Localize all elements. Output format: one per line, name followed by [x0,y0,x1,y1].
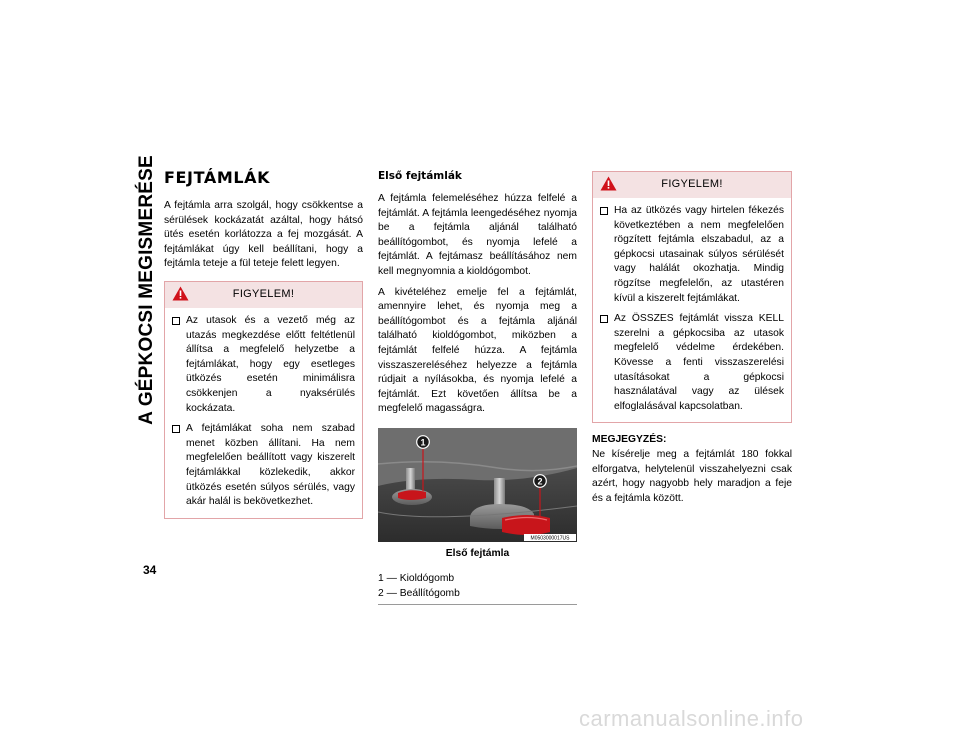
side-section-title [136,155,158,425]
subheading: Első fejtámlák [378,170,462,182]
column-2 [378,170,577,605]
warning-header [593,172,791,198]
callout-2-label: 2 [537,476,543,487]
warning-title: FIGYELEM! [661,178,723,190]
legend-item: 1 — Kioldógomb [378,572,455,584]
section-heading: FEJTÁMLÁK [164,168,271,187]
warning-item-text: Az utasok és a vezető még az utazás megkezdése előtt feltétlenül állítsa a megfelelő helyzetbe a fejtámlákat, hogy egy esetleges ütközés esetén minimálisra csökkenjen a nyaksérülés kockázata. [186,314,355,414]
callout-1-label: 1 [420,437,426,448]
warning-item-text: A fejtámlákat soha nem szabad menet közben állítani. Ha nem megfelelően beállított vagy kiszerelt fejtámlákkal közlekedik, akkor ütközés esetén súlyos sérülés, vagy akár halál is bekövetkezhet. [186,423,355,508]
checkbox-bullet-icon [600,207,608,215]
note-text: Ne kísérelje meg a fejtámlát 180 fokkal elforgatva, helytelenül visszahelyezni csak azért, hogy nagyobb hely maradjon a feje és a fejtámla között. [592,448,792,504]
warning-item-text: Az ÖSSZES fejtámlát vissza KELL szerelni a gépkocsiba az utasok megfelelő védelme érdekében. Kövesse a fenti visszaszerelési utasításokat a gépkocsi használatával vagy az ülések elfoglalásával kapcsolatban. [614,313,784,412]
warning-item [172,422,355,510]
warning-box-1 [164,281,363,519]
warning-box-2 [592,171,792,423]
watermark-text: carmanualsonline.info [579,706,804,731]
headrest-illustration [378,428,577,542]
column-1 [164,199,363,519]
headrest-figure [378,428,577,542]
warning-item [600,204,784,306]
note-heading: MEGJEGYZÉS: [592,434,667,446]
warning-item [172,314,355,416]
legend-item: 2 — Beállítógomb [378,587,460,599]
side-title-text: A GÉPKOCSI MEGISMERÉSE [136,155,157,425]
warning-item-text: Ha az ütközés vagy hirtelen fékezés következtében a nem megfelelően rögzített fejtámla elszabadul, az a gépkocsi utasainak súlyos sérülését vagy halálát okozhatja. Mindig rögzítse megfelelőn, az utastéren kívül a kiszerelt fejtámlákat. [614,205,784,304]
checkbox-bullet-icon [600,315,608,323]
page-number: 34 [143,563,157,577]
intro-paragraph: A fejtámla arra szolgál, hogy csökkentse a sérülések kockázatát azáltal, hogy hátsó ütés esetén korlátozza a fej mozgását. A fejtámlákat úgy kell beállítani, hogy a fejtámla teteje a fül teteje felett legyen. [164,200,363,270]
paragraph-remove: A kivételéhez emelje fel a fejtámlát, amennyire lehet, és nyomja meg a beállítógombot és a fejtámla aljánál található kioldógombot, miközben a fejtámlát felfelé húzza. A fejtámla visszaszereléséhez helyezze a fejtámla rúdjait a nyílásokba, és nyomja lefelé a fejtámlát. Ezt követően állítsa be a megfelelő magasságra. [378,286,577,415]
paragraph-adjust: A fejtámla felemeléséhez húzza felfelé a fejtámlát. A fejtámla leengedéséhez nyomja be a fejtámla aljánál található beállítógombot, és nyomja lefelé a fejtámlát. A fejtámasz beállításához nem kell megnyomnia a kioldógombot. [378,193,577,277]
warning-item [600,312,784,414]
checkbox-bullet-icon [172,317,180,325]
figure-legend [378,572,577,601]
legend-divider [378,604,577,605]
figure-code: M0503000017US [530,535,570,542]
warning-header [165,282,362,308]
warning-title: FIGYELEM! [232,287,295,300]
column-3 [592,171,792,506]
figure-caption: Első fejtámla [445,547,510,559]
checkbox-bullet-icon [172,425,180,433]
